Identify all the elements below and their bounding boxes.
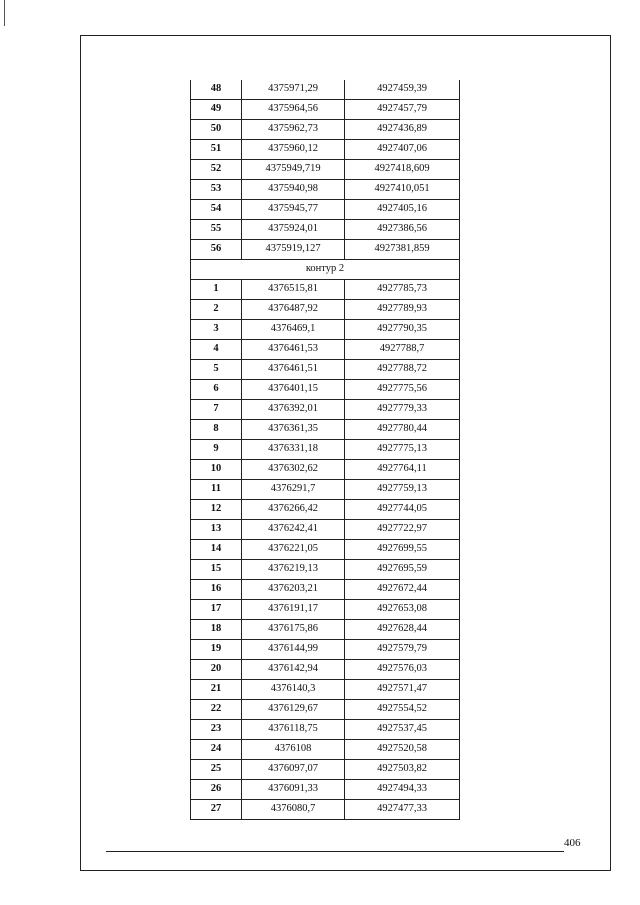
point-number-cell: 18 [191,620,242,640]
table-row [191,720,460,740]
table-row [191,280,460,300]
x-coordinate-cell: 4375919,127 [242,240,345,260]
y-coordinate-cell: 4927722,97 [345,520,460,540]
x-coordinate-cell: 4376097,07 [242,760,345,780]
table-row [191,340,460,360]
y-coordinate-cell: 4927571,47 [345,680,460,700]
x-coordinate-cell: 4376392,01 [242,400,345,420]
table-row [191,620,460,640]
y-coordinate-cell: 4927436,89 [345,120,460,140]
y-coordinate-cell: 4927628,44 [345,620,460,640]
table-row [191,600,460,620]
x-coordinate-cell: 4375949,719 [242,160,345,180]
x-coordinate-cell: 4376242,41 [242,520,345,540]
table-row [191,240,460,260]
y-coordinate-cell: 4927494,33 [345,780,460,800]
point-number-cell: 50 [191,120,242,140]
point-number-cell: 53 [191,180,242,200]
y-coordinate-cell: 4927457,79 [345,100,460,120]
table-row [191,800,460,820]
x-coordinate-cell: 4376129,67 [242,700,345,720]
table-row [191,140,460,160]
y-coordinate-cell: 4927672,44 [345,580,460,600]
table-row [191,180,460,200]
scan-edge-mark [4,0,5,26]
table-row [191,400,460,420]
table-row [191,480,460,500]
point-number-cell: 25 [191,760,242,780]
point-number-cell: 6 [191,380,242,400]
x-coordinate-cell: 4376361,35 [242,420,345,440]
y-coordinate-cell: 4927503,82 [345,760,460,780]
table-row [191,320,460,340]
point-number-cell: 49 [191,100,242,120]
y-coordinate-cell: 4927410,051 [345,180,460,200]
x-coordinate-cell: 4376401,15 [242,380,345,400]
point-number-cell: 56 [191,240,242,260]
y-coordinate-cell: 4927775,13 [345,440,460,460]
y-coordinate-cell: 4927576,03 [345,660,460,680]
x-coordinate-cell: 4375971,29 [242,80,345,100]
point-number-cell: 54 [191,200,242,220]
x-coordinate-cell: 4375960,12 [242,140,345,160]
table-row [191,500,460,520]
y-coordinate-cell: 4927520,58 [345,740,460,760]
table-row [191,640,460,660]
section-row [191,260,460,280]
y-coordinate-cell: 4927699,55 [345,540,460,560]
page-number: 406 [564,837,581,849]
table-row [191,440,460,460]
point-number-cell: 22 [191,700,242,720]
point-number-cell: 24 [191,740,242,760]
table-row [191,160,460,180]
x-coordinate-cell: 4376487,92 [242,300,345,320]
table-row [191,380,460,400]
y-coordinate-cell: 4927775,56 [345,380,460,400]
table-row [191,780,460,800]
table-row [191,120,460,140]
point-number-cell: 1 [191,280,242,300]
table-row [191,200,460,220]
point-number-cell: 2 [191,300,242,320]
x-coordinate-cell: 4376203,21 [242,580,345,600]
point-number-cell: 13 [191,520,242,540]
x-coordinate-cell: 4376175,86 [242,620,345,640]
point-number-cell: 23 [191,720,242,740]
x-coordinate-cell: 4375924,01 [242,220,345,240]
x-coordinate-cell: 4376221,05 [242,540,345,560]
point-number-cell: 4 [191,340,242,360]
x-coordinate-cell: 4376191,17 [242,600,345,620]
x-coordinate-cell: 4376461,53 [242,340,345,360]
table-row [191,680,460,700]
table-row [191,520,460,540]
x-coordinate-cell: 4376142,94 [242,660,345,680]
x-coordinate-cell: 4376469,1 [242,320,345,340]
y-coordinate-cell: 4927788,72 [345,360,460,380]
table-row [191,660,460,680]
point-number-cell: 17 [191,600,242,620]
y-coordinate-cell: 4927744,05 [345,500,460,520]
point-number-cell: 55 [191,220,242,240]
section-title: контур 2 [191,260,460,280]
y-coordinate-cell: 4927579,79 [345,640,460,660]
point-number-cell: 26 [191,780,242,800]
point-number-cell: 48 [191,80,242,100]
y-coordinate-cell: 4927788,7 [345,340,460,360]
y-coordinate-cell: 4927459,39 [345,80,460,100]
x-coordinate-cell: 4376302,62 [242,460,345,480]
x-coordinate-cell: 4375940,98 [242,180,345,200]
x-coordinate-cell: 4375964,56 [242,100,345,120]
y-coordinate-cell: 4927418,609 [345,160,460,180]
y-coordinate-cell: 4927764,11 [345,460,460,480]
y-coordinate-cell: 4927789,93 [345,300,460,320]
point-number-cell: 8 [191,420,242,440]
table-row [191,80,460,100]
point-number-cell: 15 [191,560,242,580]
table-row [191,740,460,760]
x-coordinate-cell: 4375945,77 [242,200,345,220]
x-coordinate-cell: 4376331,18 [242,440,345,460]
y-coordinate-cell: 4927785,73 [345,280,460,300]
table-row [191,700,460,720]
x-coordinate-cell: 4376108 [242,740,345,760]
table-row [191,560,460,580]
point-number-cell: 10 [191,460,242,480]
y-coordinate-cell: 4927653,08 [345,600,460,620]
table-row [191,460,460,480]
x-coordinate-cell: 4376118,75 [242,720,345,740]
point-number-cell: 14 [191,540,242,560]
coordinates-table [190,80,460,820]
point-number-cell: 11 [191,480,242,500]
table-row [191,540,460,560]
x-coordinate-cell: 4376291,7 [242,480,345,500]
point-number-cell: 5 [191,360,242,380]
point-number-cell: 3 [191,320,242,340]
y-coordinate-cell: 4927759,13 [345,480,460,500]
table-row [191,220,460,240]
table-row [191,100,460,120]
x-coordinate-cell: 4376219,13 [242,560,345,580]
y-coordinate-cell: 4927554,52 [345,700,460,720]
y-coordinate-cell: 4927381,859 [345,240,460,260]
y-coordinate-cell: 4927537,45 [345,720,460,740]
x-coordinate-cell: 4376080,7 [242,800,345,820]
x-coordinate-cell: 4376140,3 [242,680,345,700]
x-coordinate-cell: 4376461,51 [242,360,345,380]
table-row [191,580,460,600]
table-row [191,360,460,380]
point-number-cell: 20 [191,660,242,680]
point-number-cell: 7 [191,400,242,420]
table-row [191,420,460,440]
x-coordinate-cell: 4375962,73 [242,120,345,140]
y-coordinate-cell: 4927779,33 [345,400,460,420]
x-coordinate-cell: 4376091,33 [242,780,345,800]
coordinates-table-body [191,80,460,820]
point-number-cell: 16 [191,580,242,600]
table-row [191,300,460,320]
y-coordinate-cell: 4927695,59 [345,560,460,580]
point-number-cell: 51 [191,140,242,160]
point-number-cell: 52 [191,160,242,180]
point-number-cell: 27 [191,800,242,820]
point-number-cell: 19 [191,640,242,660]
x-coordinate-cell: 4376515,81 [242,280,345,300]
y-coordinate-cell: 4927780,44 [345,420,460,440]
point-number-cell: 21 [191,680,242,700]
y-coordinate-cell: 4927386,56 [345,220,460,240]
y-coordinate-cell: 4927405,16 [345,200,460,220]
table-row [191,760,460,780]
y-coordinate-cell: 4927477,33 [345,800,460,820]
x-coordinate-cell: 4376266,42 [242,500,345,520]
y-coordinate-cell: 4927790,35 [345,320,460,340]
footer-rule [106,851,564,852]
x-coordinate-cell: 4376144,99 [242,640,345,660]
point-number-cell: 9 [191,440,242,460]
y-coordinate-cell: 4927407,06 [345,140,460,160]
point-number-cell: 12 [191,500,242,520]
